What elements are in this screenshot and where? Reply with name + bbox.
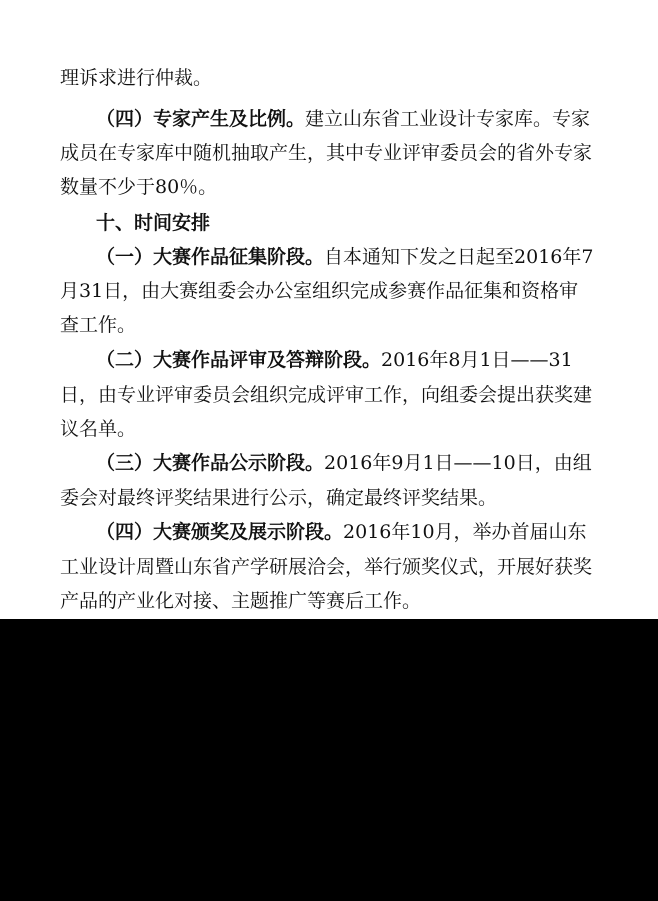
paragraph-first-line (96, 104, 620, 134)
line-text: 2016年9月1日——10日，由组 (324, 452, 592, 474)
paragraph-heading: （四）大赛颁奖及展示阶段。 (96, 521, 344, 543)
paragraph-first-line (96, 345, 620, 375)
section-title (96, 208, 396, 238)
line-text: 建立山东省工业设计专家库。专家 (305, 108, 591, 130)
line-text: 工业设计周暨山东省产学研展洽会，举行颁奖仪式，开展好获奖 (60, 556, 593, 578)
paragraph-heading: （三）大赛作品公示阶段。 (96, 452, 325, 474)
paragraph-line (60, 138, 620, 168)
section-title-text: 十、时间安排 (96, 212, 211, 234)
line-text: 2016年10月，举办首届山东 (343, 521, 587, 543)
line-text: 查工作。 (60, 314, 137, 336)
paragraph-heading: （二）大赛作品评审及答辩阶段。 (96, 349, 382, 371)
paragraph-first-line (96, 448, 620, 478)
paragraph-heading: （四）专家产生及比例。 (96, 108, 306, 130)
paragraph-line (60, 414, 620, 444)
paragraph-first-line (96, 242, 620, 272)
paragraph-line (60, 310, 620, 340)
line-text: 月31日，由大赛组委会办公室组织完成参赛作品征集和资格审 (60, 280, 579, 302)
line-text: 2016年8月1日——31 (381, 349, 573, 371)
line-text: 日，由专业评审委员会组织完成评审工作，向组委会提出获奖建 (60, 384, 593, 406)
line-text: 理诉求进行仲裁。 (60, 67, 213, 89)
paragraph-heading: （一）大赛作品征集阶段。 (96, 246, 325, 268)
paragraph-line (60, 63, 620, 93)
line-text: 成员在专家库中随机抽取产生，其中专业评审委员会的省外专家 (60, 142, 593, 164)
line-text: 产品的产业化对接、主题推广等赛后工作。 (60, 590, 422, 612)
paragraph-line (60, 276, 620, 306)
paragraph-line (60, 586, 620, 616)
paragraph-line (60, 172, 620, 202)
paragraph-line (60, 552, 620, 582)
paragraph-line (60, 483, 620, 513)
line-text: 自本通知下发之日起至2016年7 (324, 246, 594, 268)
line-text: 委会对最终评奖结果进行公示，确定最终评奖结果。 (60, 487, 498, 509)
paragraph-line (60, 380, 620, 410)
empty-black-area (0, 619, 658, 901)
line-text: 数量不少于80％。 (60, 176, 218, 198)
line-text: 议名单。 (60, 418, 137, 440)
paragraph-first-line (96, 517, 620, 547)
